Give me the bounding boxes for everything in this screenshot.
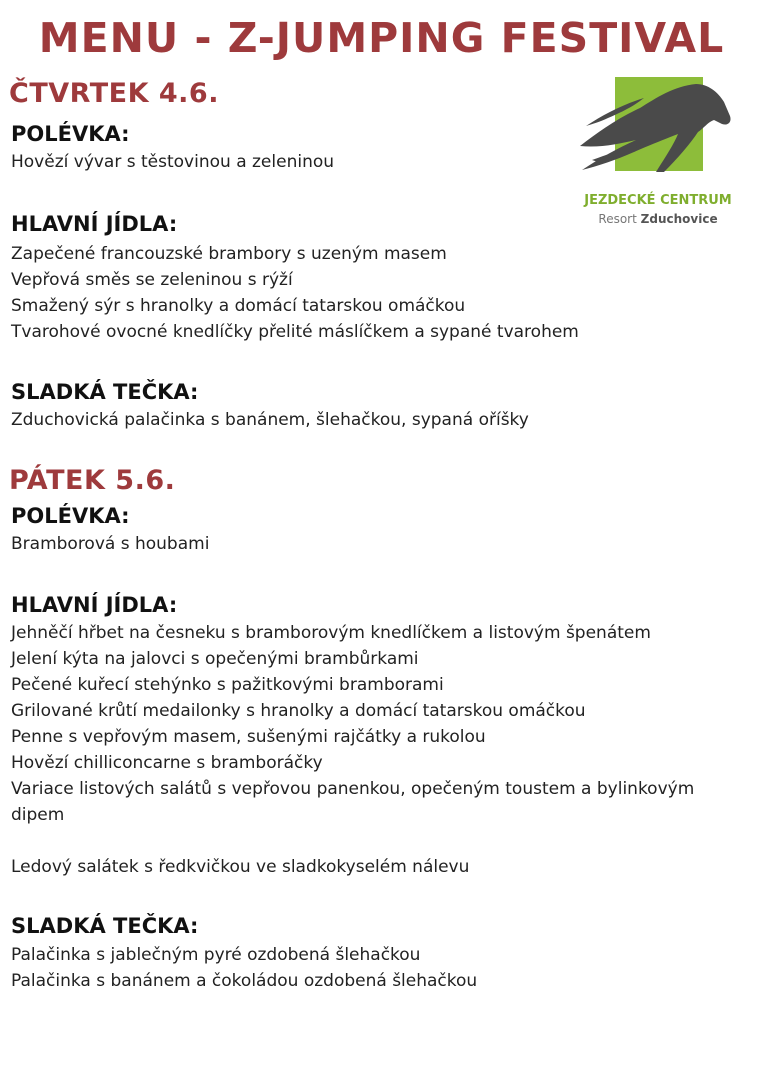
section-heading-soup: POLÉVKA: xyxy=(11,504,130,528)
menu-item: Zduchovická palačinka s banánem, šlehačkou, sypaná oříšky xyxy=(11,410,529,430)
section-heading-dessert: SLADKÁ TEČKA: xyxy=(11,914,199,938)
menu-item: Grilované krůtí medailonky s hranolky a domácí tatarskou omáčkou xyxy=(11,701,586,721)
menu-item: Ledový salátek s ředkvičkou ve sladkokyselém nálevu xyxy=(11,857,470,877)
menu-item: dipem xyxy=(11,805,65,825)
day-heading-thursday: ČTVRTEK 4.6. xyxy=(9,78,219,109)
menu-item: Penne s vepřovým masem, sušenými rajčátky a rukolou xyxy=(11,727,486,747)
section-heading-mains: HLAVNÍ JÍDLA: xyxy=(11,593,178,617)
menu-item: Palačinka s banánem a čokoládou ozdobená šlehačkou xyxy=(11,971,478,991)
logo-text-line2 xyxy=(578,212,738,226)
menu-item: Smažený sýr s hranolky a domácí tatarskou omáčkou xyxy=(11,296,466,316)
logo-text-resort: Resort xyxy=(598,212,637,226)
logo-text-zduchovice: Zduchovice xyxy=(640,212,718,226)
menu-item: Pečené kuřecí stehýnko s pažitkovými bramborami xyxy=(11,675,444,695)
horse-head-icon xyxy=(578,74,738,184)
menu-item: Jelení kýta na jalovci s opečenými brambůrkami xyxy=(11,649,419,669)
menu-item: Palačinka s jablečným pyré ozdobená šlehačkou xyxy=(11,945,421,965)
section-heading-mains: HLAVNÍ JÍDLA: xyxy=(11,212,178,236)
menu-item: Bramborová s houbami xyxy=(11,534,210,554)
logo-text-line1: JEZDECKÉ CENTRUM xyxy=(584,193,732,208)
menu-item: Hovězí vývar s těstovinou a zeleninou xyxy=(11,152,335,172)
resort-logo xyxy=(578,74,738,234)
menu-item: Vepřová směs se zeleninou s rýží xyxy=(11,270,293,290)
section-heading-dessert: SLADKÁ TEČKA: xyxy=(11,380,199,404)
menu-item: Hovězí chilliconcarne s bramboráčky xyxy=(11,753,323,773)
menu-item: Variace listových salátů s vepřovou panenkou, opečeným toustem a bylinkovým xyxy=(11,779,695,799)
menu-item: Jehněčí hřbet na česneku s bramborovým knedlíčkem a listovým špenátem xyxy=(11,623,651,643)
day-heading-friday: PÁTEK 5.6. xyxy=(9,465,176,496)
menu-item: Zapečené francouzské brambory s uzeným masem xyxy=(11,244,447,264)
section-heading-soup: POLÉVKA: xyxy=(11,122,130,146)
menu-item: Tvarohové ovocné knedlíčky přelité máslíčkem a sypané tvarohem xyxy=(11,322,579,342)
menu-title: MENU - Z-JUMPING FESTIVAL xyxy=(38,14,725,62)
